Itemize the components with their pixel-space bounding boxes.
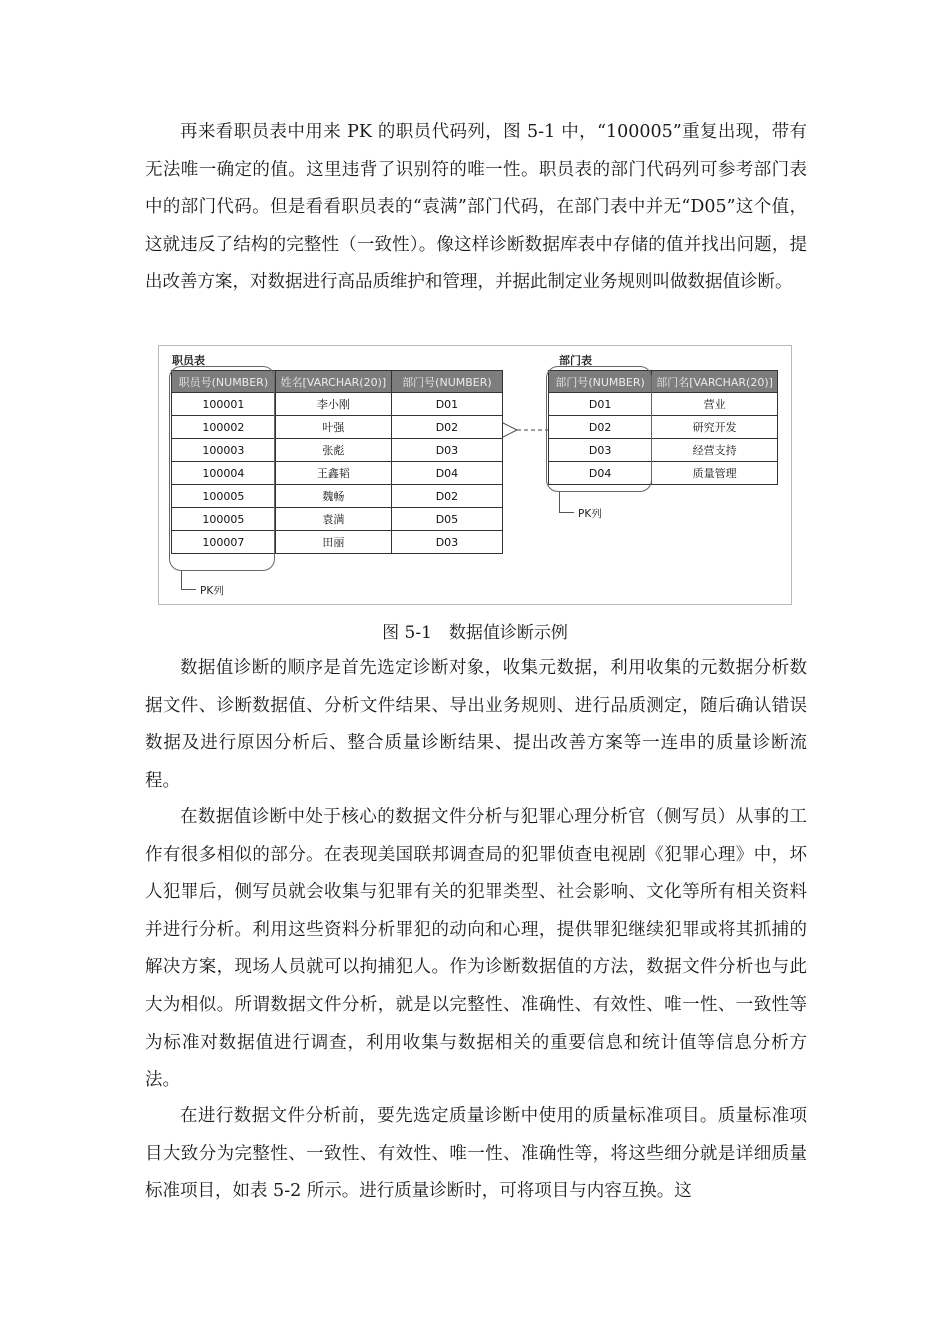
employee-pk-label: PK列 [200,585,224,597]
employee-table-cell: 叶强 [275,416,391,439]
department-pk-pointer [559,492,574,513]
department-table-cell: D01 [549,393,652,416]
employee-table [171,370,503,554]
employee-table-cell: 100003 [172,439,276,462]
department-table [548,370,778,485]
employee-table-row [172,416,503,439]
employee-table-cell: D02 [391,485,502,508]
employee-table-cell: 100001 [172,393,276,416]
figure-5-1 [158,345,792,605]
employee-table-cell: 100002 [172,416,276,439]
paragraph-4: 在进行数据文件分析前，要先选定质量诊断中使用的质量标准项目。质量标准项目大致分为完整性、一致性、有效性、唯一性、准确性等，将这些细分就是详细质量标准项目，如表 5-2 所示。进行质量诊断时，可将项目与内容互换。这 [145,1106,807,1202]
emp-header-dept: 部门号(NUMBER) [391,371,502,393]
employee-table-title: 职员表 [172,354,205,367]
paragraph-2: 数据值诊断的顺序是首先选定诊断对象，收集元数据，利用收集的元数据分析数据文件、诊断数据值、分析文件结果、导出业务规则、进行品质测定，随后确认错误数据及进行原因分析后、整合质量诊断结果、提出改善方案等一连串的质量诊断流程。 [145,658,807,791]
relation-connector [503,420,549,440]
employee-table-row [172,485,503,508]
department-table-title: 部门表 [559,354,592,367]
department-table-row [549,416,778,439]
department-table-cell: 研究开发 [652,416,778,439]
employee-table-cell: 李小刚 [275,393,391,416]
figure-caption: 图 5-1 数据值诊断示例 [382,623,568,643]
dept-header-name: 部门名[VARCHAR(20)] [652,371,778,393]
department-table-row [549,393,778,416]
employee-table-row [172,393,503,416]
department-table-cell: 经营支持 [652,439,778,462]
employee-pk-pointer [181,571,196,590]
employee-table-cell: 100007 [172,531,276,554]
employee-table-cell: D03 [391,439,502,462]
department-table-cell: D04 [549,462,652,485]
paragraph-3: 在数据值诊断中处于核心的数据文件分析与犯罪心理分析官（侧写员）从事的工作有很多相似的部分。在表现美国联邦调查局的犯罪侦查电视剧《犯罪心理》中，坏人犯罪后，侧写员就会收集与犯罪有关的犯罪类型、社会影响、文化等所有相关资料并进行分析。利用这些资料分析罪犯的动向和心理，提供罪犯继续犯罪或将其抓捕的解决方案，现场人员就可以拘捕犯人。作为诊断数据值的方法，数据文件分析也与此大为相似。所谓数据文件分析，就是以完整性、准确性、有效性、唯一性、一致性等为标准对数据值进行调查，利用收集与数据相关的重要信息和统计值等信息分析方法。 [145,807,807,1091]
employee-table-row [172,439,503,462]
employee-table-row [172,462,503,485]
department-table-cell: 营业 [652,393,778,416]
employee-table-cell: D02 [391,416,502,439]
employee-table-cell: D03 [391,531,502,554]
emp-header-name: 姓名[VARCHAR(20)] [275,371,391,393]
employee-table-cell: 张彪 [275,439,391,462]
emp-header-id: 职员号(NUMBER) [172,371,276,393]
department-table-cell: D03 [549,439,652,462]
employee-table-cell: 100004 [172,462,276,485]
employee-table-cell: D05 [391,508,502,531]
department-table-cell: 质量管理 [652,462,778,485]
employee-table-cell: 袁满 [275,508,391,531]
employee-table-row [172,531,503,554]
employee-table-cell: 魏畅 [275,485,391,508]
department-table-row [549,439,778,462]
employee-table-cell: D01 [391,393,502,416]
employee-table-cell: 王鑫韬 [275,462,391,485]
department-pk-label: PK列 [578,508,602,520]
employee-table-cell: 100005 [172,485,276,508]
dept-header-id: 部门号(NUMBER) [549,371,652,393]
employee-table-cell: D04 [391,462,502,485]
paragraph-1: 再来看职员表中用来 PK 的职员代码列，图 5-1 中，“100005”重复出现，带有无法唯一确定的值。这里违背了识别符的唯一性。职员表的部门代码列可参考部门表中的部门代码。但是看看职员表的“袁满”部门代码，在部门表中并无“D05”这个值，这就违反了结构的完整性（一致性）。像这样诊断数据库表中存储的值并找出问题，提出改善方案，对数据进行高品质维护和管理，并据此制定业务规则叫做数据值诊断。 [145,122,807,293]
department-table-cell: D02 [549,416,652,439]
employee-table-cell: 田丽 [275,531,391,554]
employee-table-row [172,508,503,531]
employee-table-cell: 100005 [172,508,276,531]
department-table-row [549,462,778,485]
